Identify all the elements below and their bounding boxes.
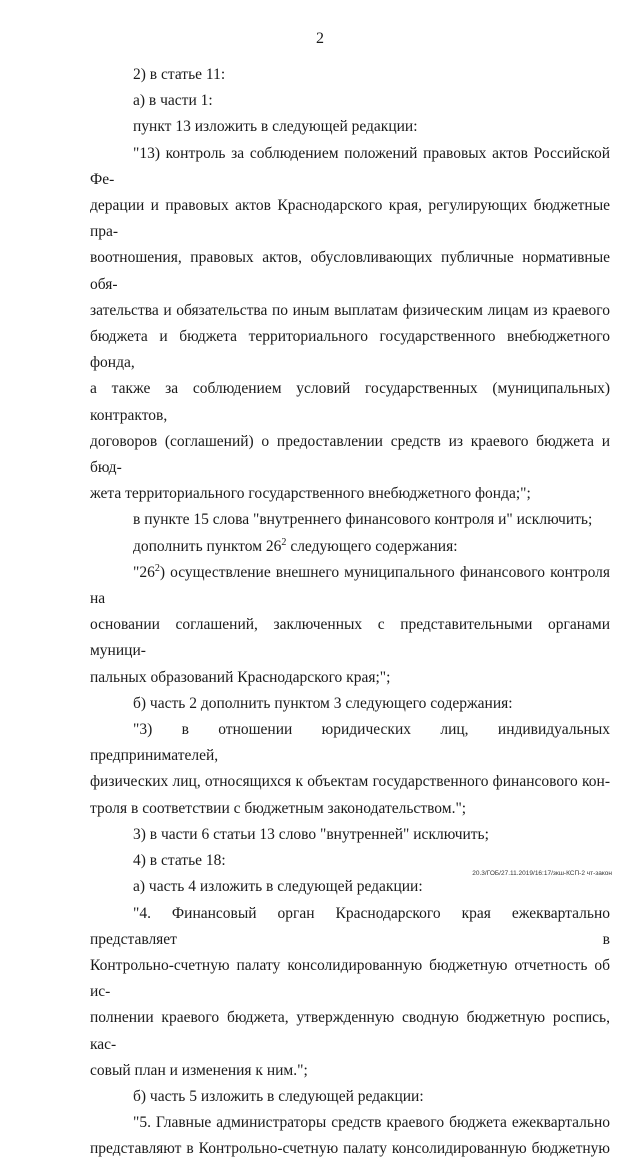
document-body [90,62,610,1163]
text-line: а также за соблюдением условий государственных (муниципальных) контрактов, [90,380,610,424]
text-line: "$26^2$) осуществление внешнего муниципального финансового контроля на [90,562,610,608]
paragraph-point-13-intro: пункт 13 изложить в следующей редакции: [133,118,418,136]
text-line: "13) контроль за соблюдением положений правовых актов Российской Фе- [90,144,610,188]
quoted-point-26-2 [90,560,610,691]
text-line: троля в соответствии с бюджетным законодательством."; [90,799,467,817]
text-line: полнении краевого бюджета, утвержденную сводную бюджетную роспись, кас- [90,1009,610,1053]
text-line: зательства и обязательства по иным выплатам физическим лицам из краевого [90,301,610,319]
quoted-part-5 [90,1110,610,1162]
paragraph-part-4: а) часть 4 изложить в следующей редакции: [133,878,423,896]
text-line: физических лиц, относящихся к объектам государственного финансового кон- [90,773,610,791]
quoted-point-13 [90,141,610,508]
paragraph-add-point-26-2: дополнить пунктом $26^2$ следующего содержания: [133,536,458,555]
text-line: бюджета и бюджета территориального государственного внебюджетного фонда, [90,328,610,372]
text-line: договоров (соглашений) о предоставлении средств из краевого бюджета и бюд- [90,432,610,477]
paragraph-point-15: в пункте 15 слова "внутреннего финансового контроля и" исключить; [133,511,593,529]
text-line: представляют в Контрольно-счетную палату консолидированную бюджетную [90,1140,610,1158]
superscript: 2 [281,536,287,548]
footer-document-code: 20.3/ГОБ/27.11.2019/16:17/зкш-КСП-2 чт-закон [472,870,612,877]
quoted-point-3 [90,717,610,822]
text-line: основании соглашений, заключенных с представительными органами муници- [90,616,610,660]
paragraph-part-5: б) часть 5 изложить в следующей редакции: [133,1087,424,1105]
paragraph-part-1: а) в части 1: [133,92,213,110]
text-line: жета территориального государственного внебюджетного фонда;"; [90,485,531,503]
text-line: пальных образований Краснодарского края;"; [90,668,391,686]
superscript: 2 [154,562,160,574]
paragraph-article-18: 4) в статье 18: [133,852,226,870]
text-line: дерации и правовых актов Краснодарского края, регулирующих бюджетные пра- [90,197,610,241]
paragraph-part-2: б) часть 2 дополнить пунктом 3 следующего содержания: [133,694,513,712]
text-line: Контрольно-счетную палату консолидированную бюджетную отчетность об ис- [90,956,610,1001]
text-line: "5. Главные администраторы средств краевого бюджета ежеквартально [133,1114,610,1132]
text-line: совый план и изменения к ним."; [90,1061,308,1079]
text-line: "3) в отношении юридических лиц, индивидуальных предпринимателей, [90,721,610,765]
page-number: 2 [316,30,324,47]
text-line: "4. Финансовый орган Краснодарского края ежеквартально представляет в [90,904,610,948]
paragraph-article-13: 3) в части 6 статьи 13 слово "внутренней" исключить; [133,825,489,843]
quoted-part-4 [90,901,610,1084]
text-line: воотношения, правовых актов, обусловливающих публичные нормативные обя- [90,249,610,293]
paragraph-article-11: 2) в статье 11: [133,66,226,83]
